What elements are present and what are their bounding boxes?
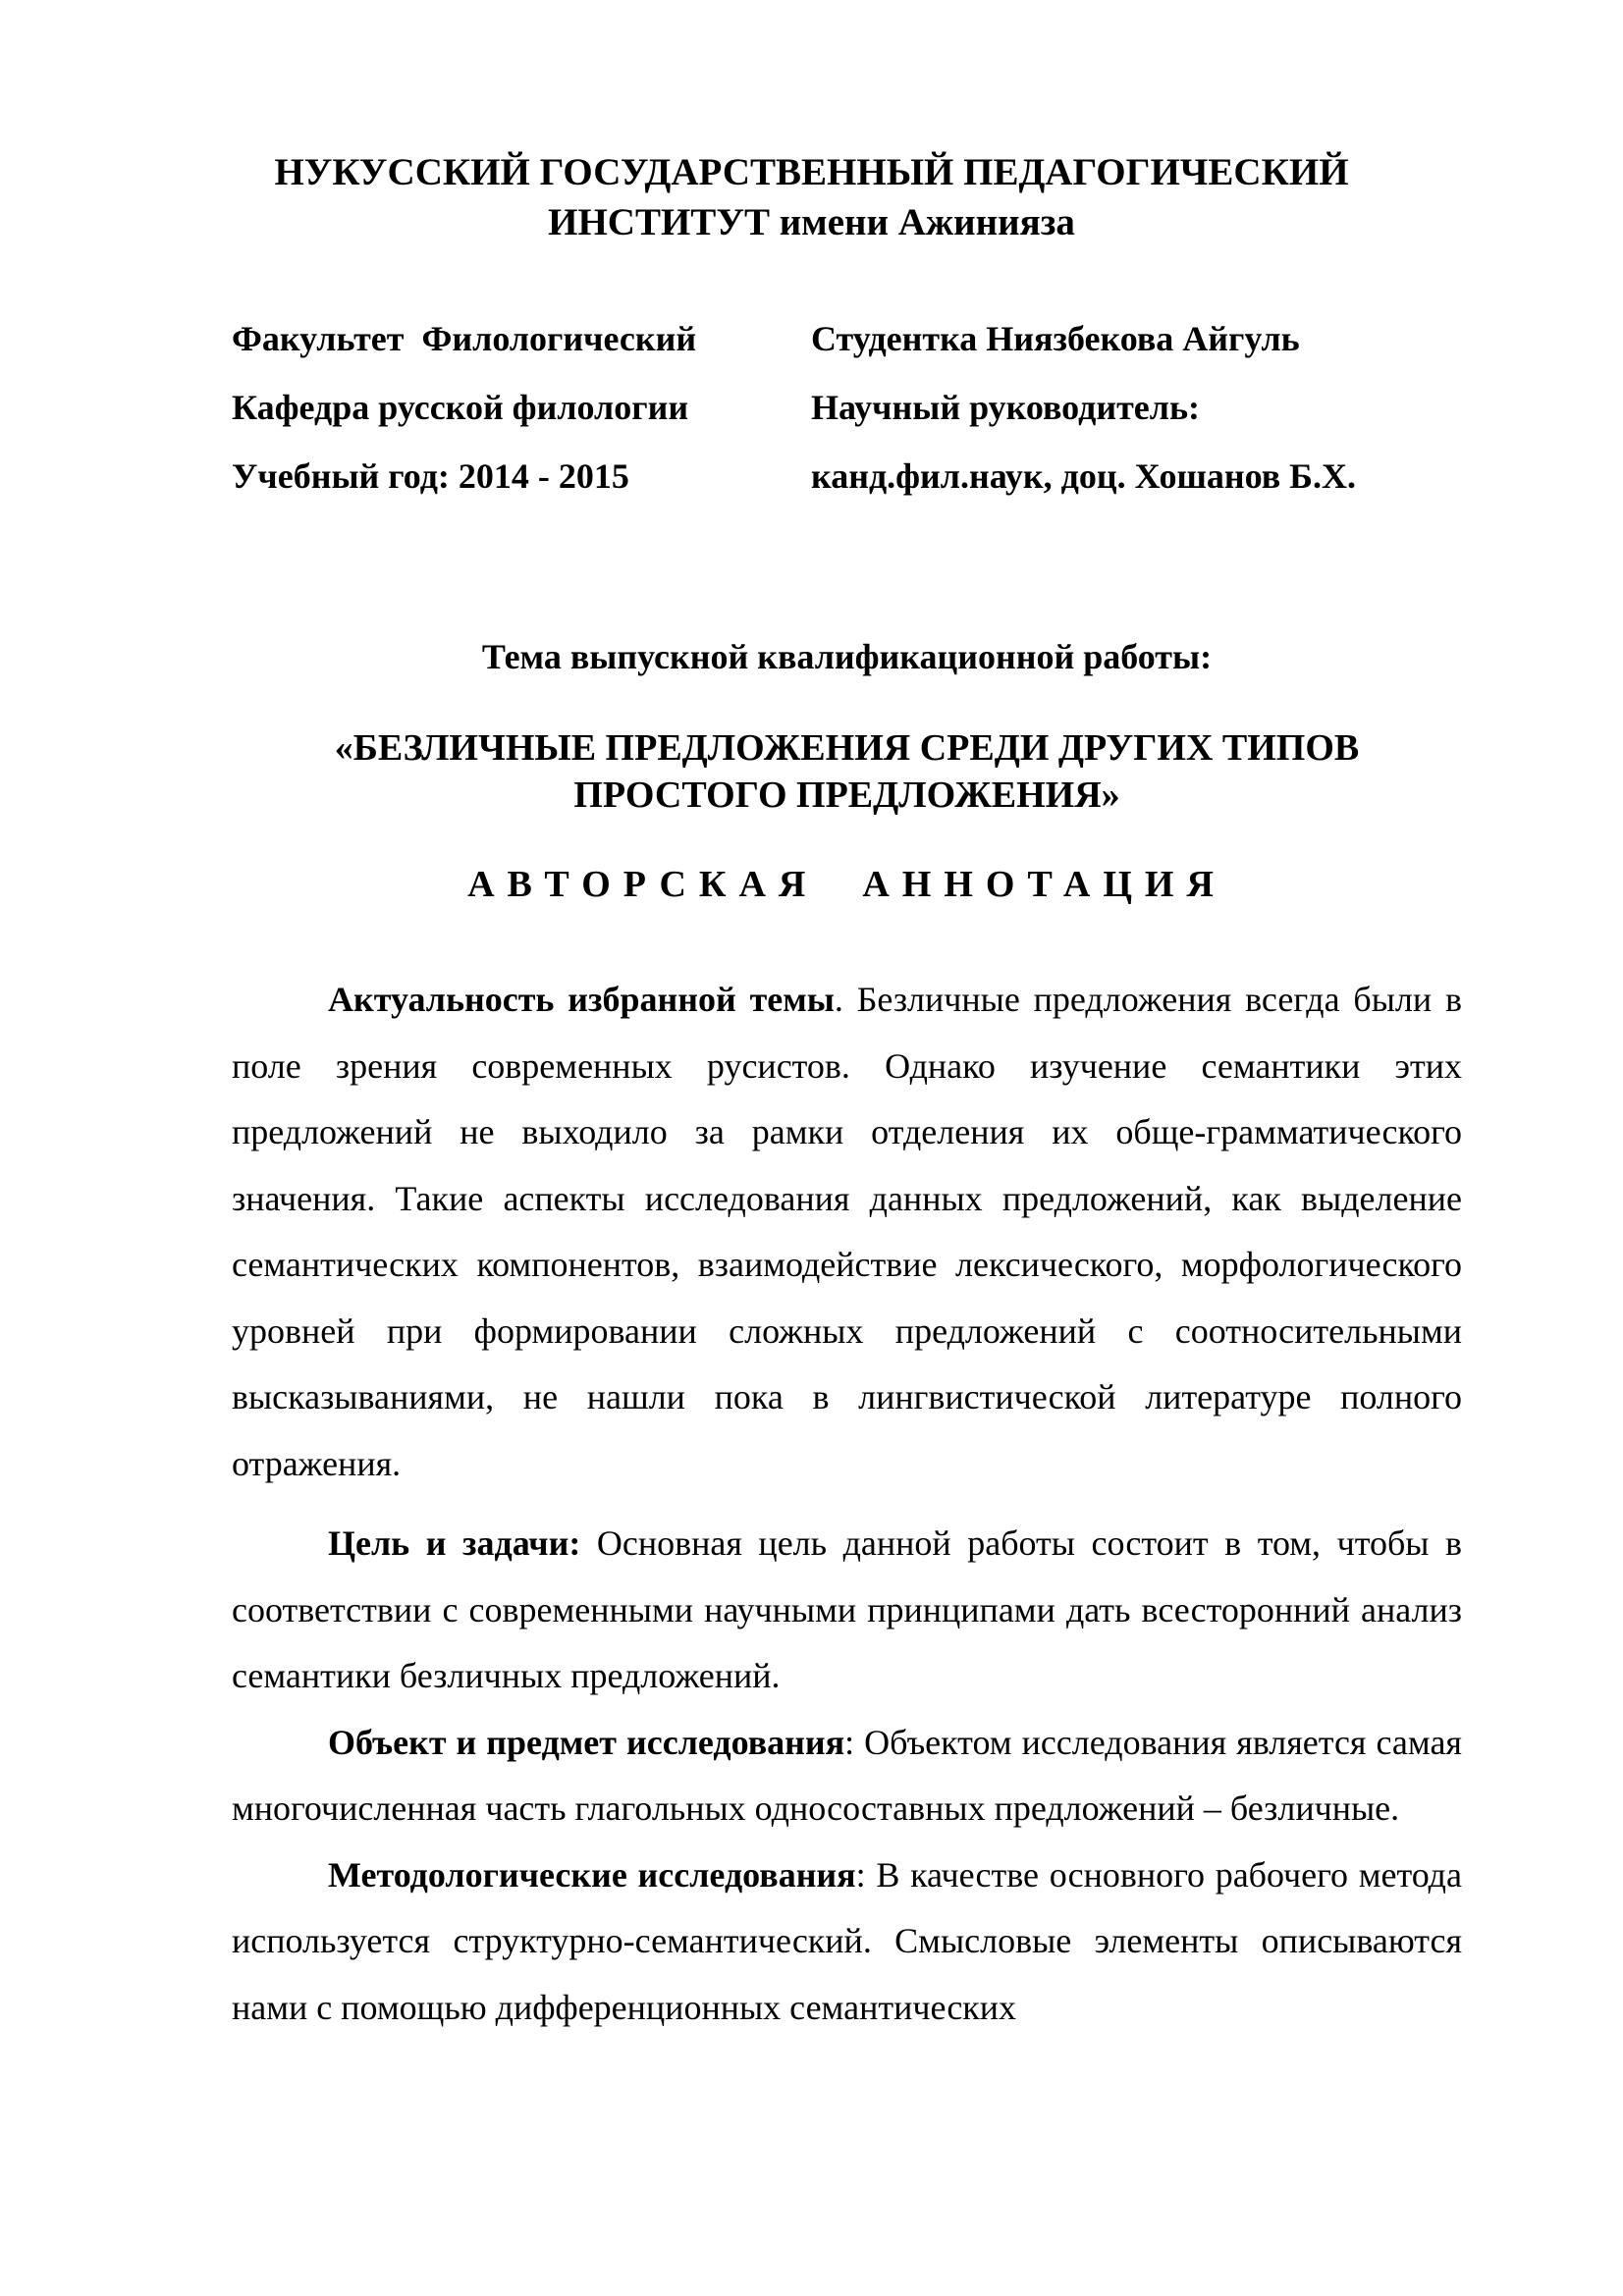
faculty-info-block — [232, 304, 696, 510]
thesis-topic-label: Тема выпускной квалификационной работы: — [481, 637, 1213, 676]
section-text: В качестве основного рабочего метода используется структурно-семантический. Смысловые элементы описываются нами с помощью дифференционных семантических — [232, 1854, 1462, 2027]
thesis-title-line-2: ПРОСТОГО ПРЕДЛОЖЕНИЯ» — [573, 774, 1120, 816]
department-line: Кафедра русской филологии — [232, 388, 689, 427]
annotation-body — [232, 967, 1462, 2041]
section-heading: Актуальность избранной темы — [328, 980, 835, 1019]
section-text: Объектом исследования является самая многочисленная часть глагольных односоставных предложений – безличные. — [232, 1722, 1462, 1828]
institute-line-2: ИНСТИТУТ имени Ажинияза — [548, 201, 1075, 243]
academic-year-line: Учебный год: 2014 - 2015 — [232, 456, 629, 496]
section-goals — [232, 1511, 1462, 1710]
thesis-title-line-1: «БЕЗЛИЧНЫЕ ПРЕДЛОЖЕНИЯ СРЕДИ ДРУГИХ ТИПОВ — [334, 727, 1360, 769]
section-text: Основная цель данной работы состоит в том, чтобы в соответствии с современными научными принципами дать всесторонний анализ семантики безличных предложений. — [232, 1523, 1462, 1695]
section-heading: Цель и задачи: — [328, 1523, 581, 1563]
student-line: Студентка Ниязбекова Айгуль — [811, 319, 1300, 358]
section-relevance: Актуальность избранной темы. Безличные предложения всегда были в поле зрения современных русистов. Однако изучение семантики этих предложений не выходило за рамки отделения их обще-грамматического значения. Такие аспекты исследования данных предложений, как выделение семантических компонентов, взаимодействие лексического, морфологического уровней при формировании сложных предложений с соотносительными высказываниями, не нашли пока в лингвистической литературе полного отражения. — [232, 980, 1462, 1483]
section-text: Безличные предложения всегда были в поле зрения современных русистов. Однако изучение семантики этих предложений не выходило за рамки отделения их обще-грамматического значения. Такие аспекты исследования данных предложений, как выделение семантических компонентов, взаимодействие лексического, морфологического уровней при формировании сложных предложений с соотносительными высказываниями, не нашли пока в лингвистической литературе полного отражения. — [232, 980, 1462, 1483]
institute-name — [232, 147, 1391, 247]
institute-line-1: НУКУССКИЙ ГОСУДАРСТВЕННЫЙ ПЕДАГОГИЧЕСКИЙ — [274, 151, 1349, 193]
supervisor-label: Научный руководитель: — [811, 388, 1200, 427]
section-object: Объект и предмет исследования: Объектом исследования является самая многочисленная часть глагольных односоставных предложений – безличные. — [232, 1722, 1462, 1828]
annotation-heading: АВТОРСКАЯ АННОТАЦИЯ — [467, 864, 1226, 905]
section-heading: Объект и предмет исследования — [328, 1722, 845, 1762]
supervisor-name: канд.фил.наук, доц. Хошанов Б.Х. — [811, 456, 1356, 496]
faculty-line: Факультет Филологический — [232, 319, 697, 358]
section-heading: Методологические исследования — [328, 1854, 856, 1895]
student-info-block — [811, 304, 1356, 510]
section-methods: Методологические исследования: В качестве основного рабочего метода используется структурно-семантический. Смысловые элементы описываются нами с помощью дифференционных семантических — [232, 1854, 1462, 2027]
thesis-title — [232, 724, 1462, 819]
